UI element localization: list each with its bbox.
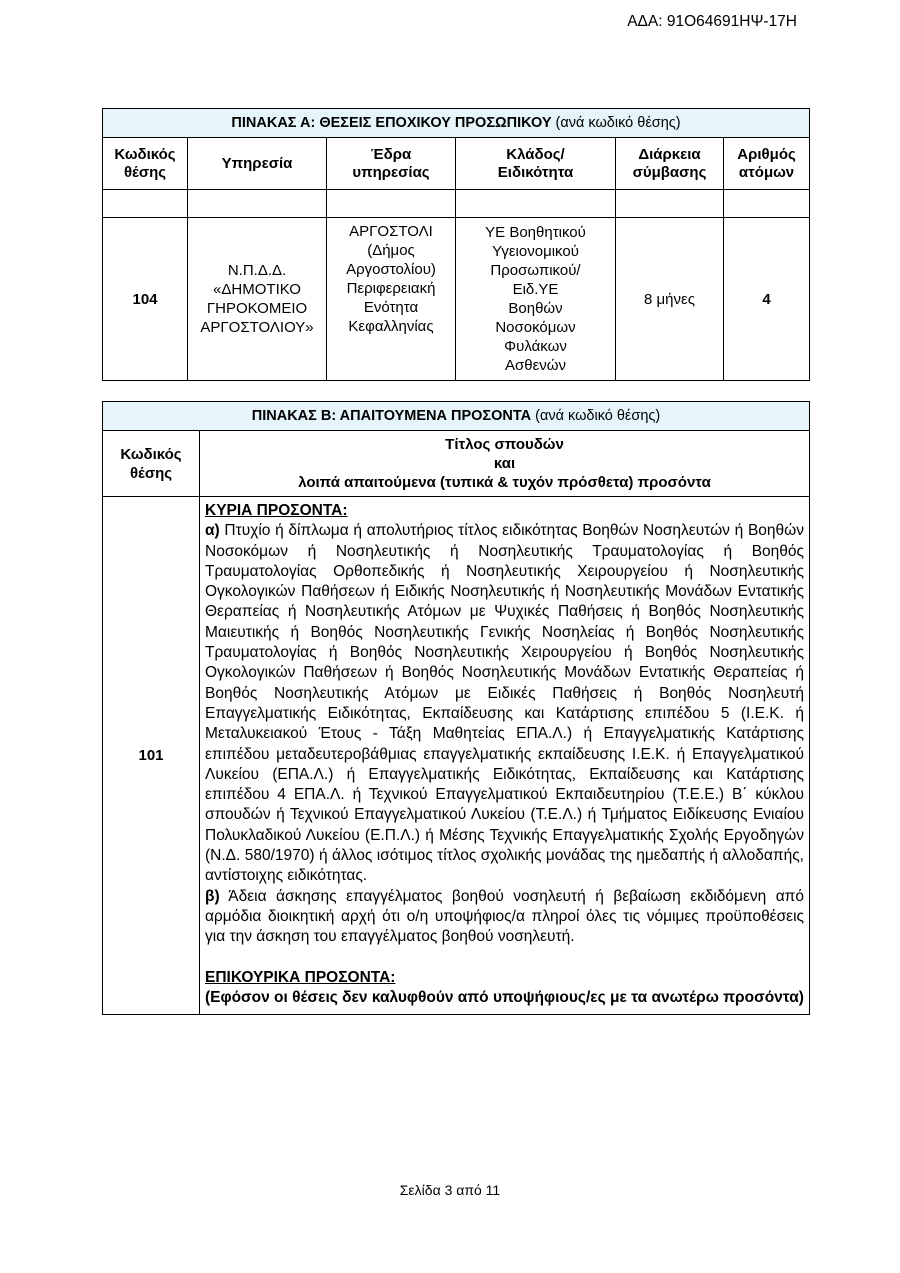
table-a-seasonal-positions [102, 108, 810, 381]
cell-seat: ΑΡΓΟΣΤΟΛΙ (Δήμος Αργοστολίου) Περιφερειακή Ενότητα Κεφαλληνίας [327, 218, 456, 381]
table-row [103, 497, 810, 1015]
table-b-title: ΠΙΝΑΚΑΣ Β: ΑΠΑΙΤΟΥΜΕΝΑ ΠΡΟΣΟΝΤΑ (ανά κωδικό θέσης) [103, 402, 810, 431]
header-count: Αριθμός ατόμων [724, 138, 810, 190]
header-duration: Διάρκεια σύμβασης [616, 138, 724, 190]
header-title: Τίτλος σπουδών και λοιπά απαιτούμενα (τυπικά & τυχόν πρόσθετα) προσόντα [200, 431, 810, 497]
table-b-required-qualifications [102, 401, 810, 1015]
page-number: Σελίδα 3 από 11 [399, 1182, 501, 1198]
qualification-a: α) Πτυχίο ή δίπλωμα ή απολυτήριος τίτλος ειδικότητας Βοηθών Νοσηλευτών ή Βοηθών Νοσοκόμων ή Νοσηλευτικής ή Νοσηλευτικής Τραυματολογίας ή Βοηθός Τραυματολογίας Ορθοπεδικής ή Νοσηλευτικής Χειρουργείου ή Νοσηλευτικής Ογκολογικών Παθήσεων ή Ειδικής Νοσηλευτικής ή Νοσηλευτικής Μονάδων Εντατικής Θεραπείας ή Νοσηλευτικής Ατόμων με Ψυχικές Παθήσεις ή Βοηθός Νοσηλευτικής Μαιευτικής ή Βοηθός Νοσηλευτικής Γενικής Νοσηλείας ή Βοηθός Νοσηλευτικής Τραυματολογίας ή Βοηθός Νοσηλευτικής Χειρουργείου ή Βοηθός Νοσηλευτικής Ογκολογικών Παθήσεων ή Βοηθός Νοσηλευτικής Μονάδων Εντατικής Θεραπείας ή Βοηθός Νοσηλευτικής Ατόμων με Ειδικές Παθήσεις ή Βοηθός Νοσηλευτή Επαγγελματικής Ειδικότητας, Εκπαίδευσης και Κατάρτισης επιπέδου 5 (Ι.Ε.Κ. ή Μεταλυκειακού Έτους - Τάξη Μαθητείας ΕΠΑ.Λ.) ή Επαγγελματικής Κατάρτισης επιπέδου μεταδευτεροβάθμιας επαγγελματικής εκπαίδευσης Ι.Ε.Κ. ή Επαγγελματικού Λυκείου (ΕΠΑ.Λ.) ή Επαγγελματικής Ειδικότητας, Εκπαίδευσης και Κατάρτισης επιπέδου 4 ΕΠΑ.Λ. ή Τεχνικού Επαγγελματικού Εκπαιδευτηρίου (Τ.Ε.Ε.) Β΄ κύκλου σπουδών ή Τεχνικού Επαγγελματικού Λυκείου (Τ.Ε.Λ.) ή Τμήματος Ειδίκευσης Ενιαίου Πολυκλαδικού Λυκείου (Ε.Π.Λ.) ή Μέσης Τεχνικής Επαγγελματικής Σχολής Εργοδηγών (Ν.Δ. 580/1970) ή άλλος ισότιμος τίτλος σχολικής μονάδας της ημεδαπής ή αλλοδαπής, αντίστοιχης ειδικότητας. [205, 522, 804, 885]
header-service: Υπηρεσία [188, 138, 327, 190]
ada-code: ΑΔΑ: 91Ο64691ΗΨ-17Η [627, 13, 797, 30]
table-b-header-row [103, 431, 810, 497]
cell-code: 104 [103, 218, 188, 381]
cell-count: 4 [724, 218, 810, 381]
auxiliary-qualifications-heading: ΕΠΙΚΟΥΡΙΚΑ ΠΡΟΣΟΝΤΑ: [205, 968, 396, 986]
cell-branch: ΥΕ Βοηθητικού Υγειονομικού Προσωπικού/ Ειδ.ΥΕ Βοηθών Νοσοκόμων Φυλάκων Ασθενών [456, 218, 616, 381]
table-row [103, 218, 810, 381]
cell-service: Ν.Π.Δ.Δ. «ΔΗΜΟΤΙΚΟ ΓΗΡΟΚΟΜΕΙΟ ΑΡΓΟΣΤΟΛΙΟΥ» [188, 218, 327, 381]
table-a-title: ΠΙΝΑΚΑΣ Α: ΘΕΣΕΙΣ ΕΠΟΧΙΚΟΥ ΠΡΟΣΩΠΙΚΟΥ (ανά κωδικό θέσης) [103, 109, 810, 138]
header-code: Κωδικός θέσης [103, 138, 188, 190]
auxiliary-note: (Εφόσον οι θέσεις δεν καλυφθούν από υποψήφιους/ες με τα ανωτέρω προσόντα) [205, 988, 804, 1006]
main-qualifications-heading: ΚΥΡΙΑ ΠΡΟΣΟΝΤΑ: [205, 502, 348, 519]
cell-duration: 8 μήνες [616, 218, 724, 381]
header-seat: Έδρα υπηρεσίας [327, 138, 456, 190]
header-branch: Κλάδος/ Ειδικότητα [456, 138, 616, 190]
table-a-header-row [103, 138, 810, 190]
table-a-empty-row [103, 190, 810, 218]
cell-code: 101 [103, 497, 200, 1015]
cell-qualifications [200, 497, 810, 1015]
qualification-b: β) Άδεια άσκησης επαγγέλματος βοηθού νοσηλευτή ή βεβαίωση εκδιδόμενη από αρμόδια διοικητική αρχή ότι ο/η υποψήφιος/α πληροί όλες τις νόμιμες προϋποθέσεις για την άσκηση του επαγγέλματος βοηθού νοσηλευτή. [205, 887, 804, 946]
header-code: Κωδικός θέσης [103, 431, 200, 497]
